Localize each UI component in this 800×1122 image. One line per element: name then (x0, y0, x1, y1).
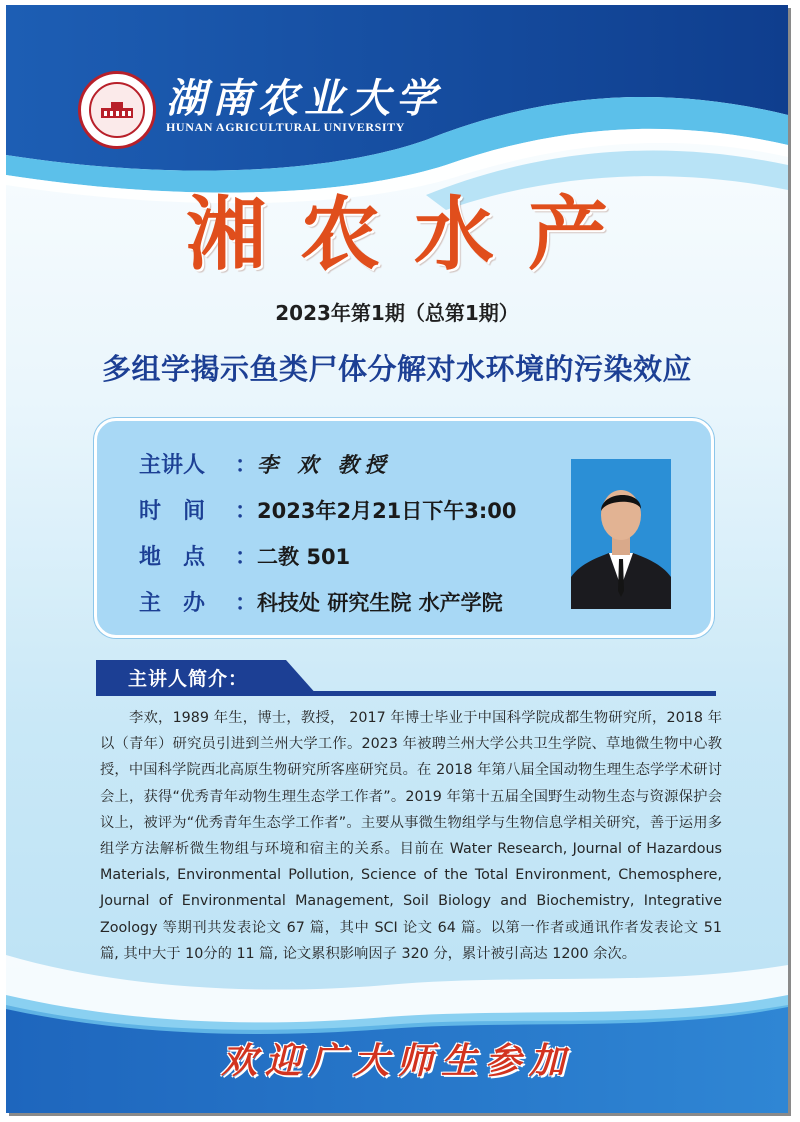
host-colon: ： (235, 591, 258, 616)
speaker-colon: ： (235, 453, 258, 478)
place-value: 二教 501 (257, 545, 351, 569)
speaker-bio: 李欢，1989 年生，博士，教授， 2017 年博士毕业于中国科学院成都生物研究所，2018 年以（青年）研究员引进到兰州大学工作。2023 年被聘兰州大学公共卫生学院、草地微生物中心教授，中国科学院西北高原生物研究所客座研究员。在 2018 年第八届全国动物生理生态学学术研讨会上，获得“优秀青年动物生理生态学工作者”。2019 年第十五届全国野生动物生态与资源保护会议上，被评为“优秀青年生态学工作者”。主要从事微生物组学与生物信息学相关研究，善于运用多组学方法解析微生物组与环境和宿主的关系。目前在 Water Research, Journal of Hazardous Materials, Environmental Pollution, Science of the Total Environment, Chemosphere, Journal of Environmental Management, Soil Biology and Biochemistry, Integrative Zoology 等期刊共发表论文 67 篇，其中 SCI 论文 64 篇。以第一作者或通讯作者发表论文 51 篇, 其中大于 10分的 11 篇, 论文累积影响因子 320 分，累计被引高达 1200 余次。 (100, 710, 722, 962)
host-row (139, 585, 503, 621)
speaker-value: 李 欢 教授 (257, 452, 392, 477)
place-label: 地 点 (139, 545, 206, 570)
host-value: 科技处 研究生院 水产学院 (257, 591, 503, 615)
issue-number: 2023年第1期（总第1期） (275, 301, 519, 325)
speaker-label: 主讲人 (139, 453, 206, 478)
place-colon: ： (235, 545, 258, 570)
main-title: 湘农水产 (186, 188, 642, 281)
university-name-en: HUNAN AGRICULTURAL UNIVERSITY (166, 120, 406, 134)
speaker-row (139, 447, 392, 483)
time-value: 2023年2月21日下午3:00 (257, 499, 517, 523)
university-logo (78, 71, 156, 149)
welcome-slogan: 欢迎广大师生参加 (220, 1040, 573, 1082)
logo-emblem (89, 82, 145, 138)
time-row (139, 493, 517, 529)
poster (6, 5, 788, 1113)
time-colon: ： (235, 499, 258, 524)
place-row (139, 539, 350, 575)
speaker-photo (571, 459, 671, 609)
host-label: 主 办 (139, 591, 206, 616)
bio-section-header (96, 660, 716, 698)
university-name-cn: 湖南农业大学 (166, 75, 442, 122)
time-label: 时 间 (139, 499, 206, 524)
building-icon (99, 100, 135, 120)
speaker-portrait-image (571, 459, 671, 609)
info-panel (94, 418, 714, 638)
footer-wave-background (6, 935, 788, 1113)
section-title: 主讲人简介： (128, 668, 249, 690)
lecture-title: 多组学揭示鱼类尸体分解对水环境的污染效应 (101, 352, 692, 386)
